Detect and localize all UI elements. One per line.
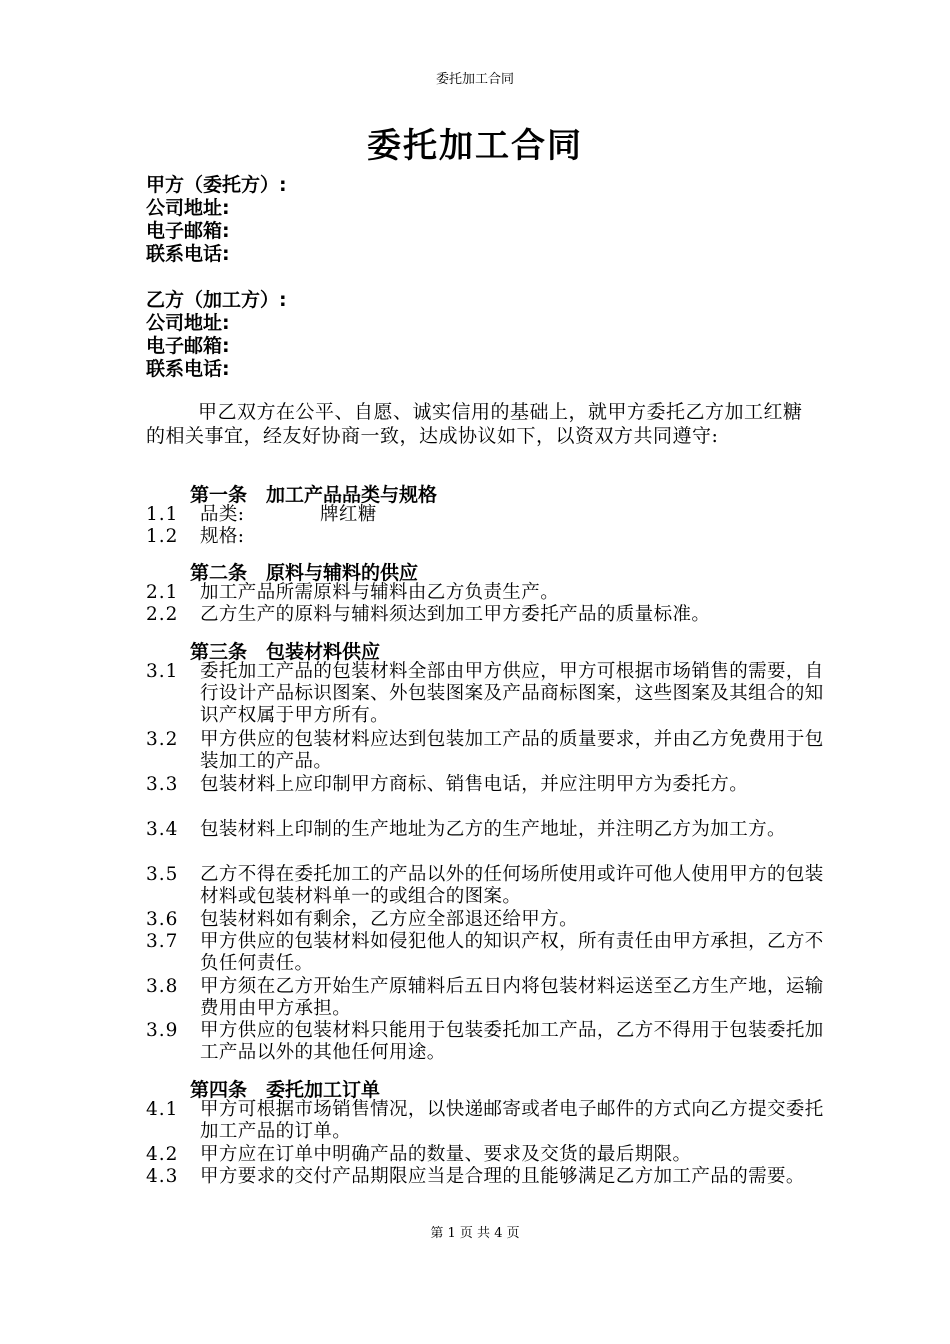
clause bbox=[146, 661, 826, 727]
party-a-email: 电子邮箱: bbox=[146, 220, 230, 242]
page-header: 委托加工合同 bbox=[435, 72, 514, 87]
clause-number: 4.2 bbox=[146, 1144, 179, 1165]
clause-number: 3.5 bbox=[146, 864, 179, 885]
party-b-email: 电子邮箱: bbox=[146, 335, 230, 357]
clause bbox=[146, 604, 826, 626]
clause-text: 甲方供应的包装材料只能用于包装委托加工产品，乙方不得用于包装委托加工产品以外的其他任何用途。 bbox=[200, 1020, 824, 1063]
clause bbox=[146, 526, 826, 548]
party-a-phone: 联系电话: bbox=[146, 243, 230, 265]
clause-text: 品类: 牌红糖 bbox=[200, 504, 377, 525]
clause-number: 2.2 bbox=[146, 604, 179, 625]
clause-number: 4.3 bbox=[146, 1166, 179, 1187]
clause-number: 1.2 bbox=[146, 526, 179, 547]
clause-number: 3.2 bbox=[146, 729, 179, 750]
clause-text: 甲方应在订单中明确产品的数量、要求及交货的最后期限。 bbox=[200, 1144, 692, 1165]
clause-number: 3.3 bbox=[146, 774, 179, 795]
clause-number: 3.1 bbox=[146, 661, 179, 682]
party-b-phone: 联系电话: bbox=[146, 358, 230, 380]
clause bbox=[146, 909, 826, 931]
clause-text: 甲方可根据市场销售情况，以快递邮寄或者电子邮件的方式向乙方提交委托加工产品的订单。 bbox=[200, 1099, 824, 1142]
clause bbox=[146, 931, 826, 975]
party-a-heading: 甲方（委托方）: bbox=[146, 174, 287, 196]
clause bbox=[146, 976, 826, 1020]
intro-paragraph: 甲乙双方在公平、自愿、诚实信用的基础上，就甲方委托乙方加工红糖的相关事宜，经友好协商一致，达成协议如下，以资双方共同遵守: bbox=[146, 401, 803, 447]
section-2-title: 第二条 原料与辅料的供应 bbox=[190, 562, 419, 584]
section-4-title: 第四条 委托加工订单 bbox=[190, 1079, 381, 1101]
party-b-block bbox=[146, 289, 287, 381]
clause bbox=[146, 582, 826, 604]
page-footer: 第 1 页 共 4 页 bbox=[430, 1226, 520, 1241]
clause-number: 3.7 bbox=[146, 931, 179, 952]
clause bbox=[146, 504, 826, 526]
clause-text: 加工产品所需原料与辅料由乙方负责生产。 bbox=[200, 582, 560, 603]
clause-text: 包装材料上印制的生产地址为乙方的生产地址，并注明乙方为加工方。 bbox=[200, 819, 786, 840]
document-title: 委托加工合同 bbox=[367, 126, 583, 166]
party-a-address: 公司地址: bbox=[146, 197, 230, 219]
clause bbox=[146, 819, 826, 841]
party-b-heading: 乙方（加工方）: bbox=[146, 289, 287, 311]
section-1-title: 第一条 加工产品品类与规格 bbox=[190, 484, 438, 506]
section-3-title: 第三条 包装材料供应 bbox=[190, 641, 381, 663]
clause-text: 委托加工产品的包装材料全部由甲方供应，甲方可根据市场销售的需要，自行设计产品标识图案、外包装图案及产品商标图案，这些图案及其组合的知识产权属于甲方所有。 bbox=[200, 661, 824, 726]
clause-text: 甲方供应的包装材料应达到包装加工产品的质量要求，并由乙方免费用于包装加工的产品。 bbox=[200, 729, 824, 772]
clause bbox=[146, 1099, 826, 1143]
clause-number: 3.4 bbox=[146, 819, 179, 840]
party-a-block bbox=[146, 174, 287, 266]
clause-text: 乙方不得在委托加工的产品以外的任何场所使用或许可他人使用甲方的包装材料或包装材料单一的或组合的图案。 bbox=[200, 864, 824, 907]
clause-number: 4.1 bbox=[146, 1099, 179, 1120]
clause-text: 规格: bbox=[200, 526, 245, 547]
clause bbox=[146, 729, 826, 773]
clause-number: 3.9 bbox=[146, 1020, 179, 1041]
clause bbox=[146, 1166, 826, 1188]
clause-text: 甲方供应的包装材料如侵犯他人的知识产权，所有责任由甲方承担，乙方不负任何责任。 bbox=[200, 931, 824, 974]
clause-number: 3.8 bbox=[146, 976, 179, 997]
clause bbox=[146, 774, 826, 796]
clause-text: 包装材料上应印制甲方商标、销售电话，并应注明甲方为委托方。 bbox=[200, 774, 749, 795]
clause-text: 乙方生产的原料与辅料须达到加工甲方委托产品的质量标准。 bbox=[200, 604, 711, 625]
clause bbox=[146, 1020, 826, 1064]
clause bbox=[146, 864, 826, 908]
clause bbox=[146, 1144, 826, 1166]
clause-text: 包装材料如有剩余，乙方应全部退还给甲方。 bbox=[200, 909, 579, 930]
party-b-address: 公司地址: bbox=[146, 312, 230, 334]
clause-number: 1.1 bbox=[146, 504, 179, 525]
clause-text: 甲方须在乙方开始生产原辅料后五日内将包装材料运送至乙方生产地，运输费用由甲方承担。 bbox=[200, 976, 824, 1019]
clause-text: 甲方要求的交付产品期限应当是合理的且能够满足乙方加工产品的需要。 bbox=[200, 1166, 805, 1187]
clause-number: 3.6 bbox=[146, 909, 179, 930]
clause-number: 2.1 bbox=[146, 582, 179, 603]
